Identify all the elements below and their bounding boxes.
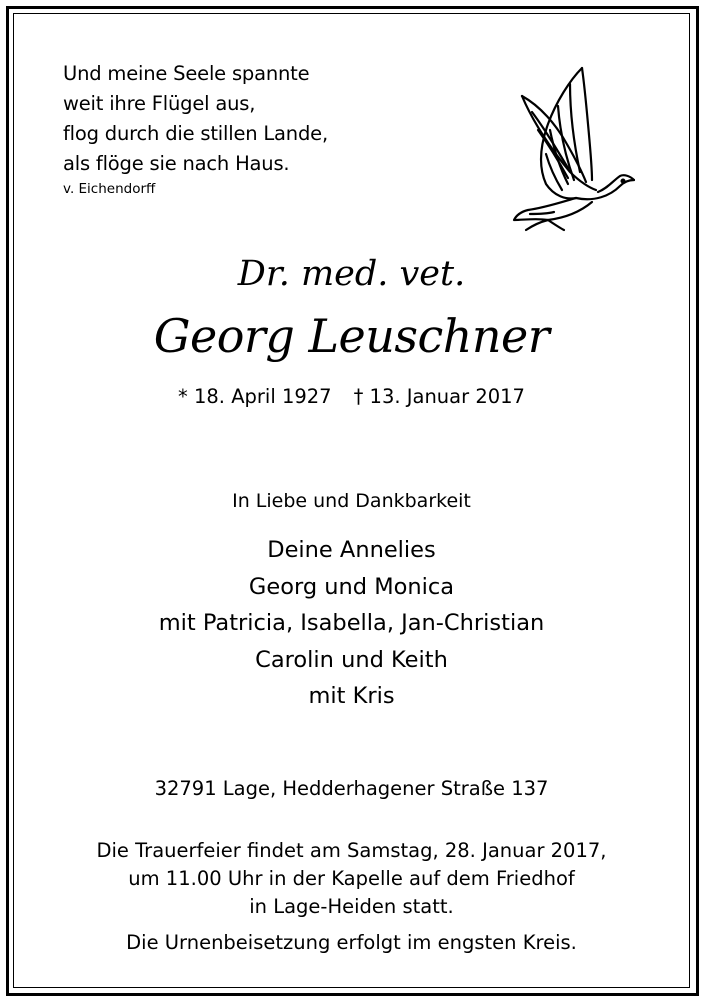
academic-title: Dr. med. vet. [237, 254, 466, 294]
dedication: In Liebe und Dankbarkeit [232, 490, 471, 512]
poem [63, 59, 328, 179]
ceremony-line: um 11.00 Uhr in der Kapelle auf dem Friedhof [128, 867, 575, 890]
life-dates [0, 382, 703, 412]
family-line: Carolin und Keith [255, 646, 448, 673]
dove-icon [510, 62, 635, 232]
family-line: mit Patricia, Isabella, Jan-Christian [158, 610, 545, 636]
ceremony-line: Die Trauerfeier findet am Samstag, 28. Januar 2017, [96, 839, 607, 862]
deceased-name: Georg Leuschner [153, 309, 550, 363]
poem-line: Und meine Seele spannte [63, 62, 310, 85]
birth-date: * 18. April 1927 [178, 385, 332, 408]
ceremony-line: in Lage-Heiden statt. [249, 895, 454, 918]
death-date: † 13. Januar 2017 [353, 385, 525, 408]
poem-line: weit ihre Flügel aus, [63, 92, 256, 115]
family-line: Deine Annelies [267, 537, 436, 563]
address: 32791 Lage, Hedderhagener Straße 137 [154, 777, 549, 800]
poem-line: als flöge sie nach Haus. [63, 152, 290, 175]
family-list [0, 532, 703, 715]
family-line: mit Kris [308, 683, 395, 709]
poem-line: flog durch die stillen Lande, [63, 122, 328, 145]
poem-author: v. Eichendorff [63, 181, 156, 197]
family-line: Georg und Monica [248, 573, 455, 600]
urn-notice: Die Urnenbeisetzung erfolgt im engsten Kreis. [126, 931, 577, 954]
ceremony-notice [0, 837, 703, 921]
